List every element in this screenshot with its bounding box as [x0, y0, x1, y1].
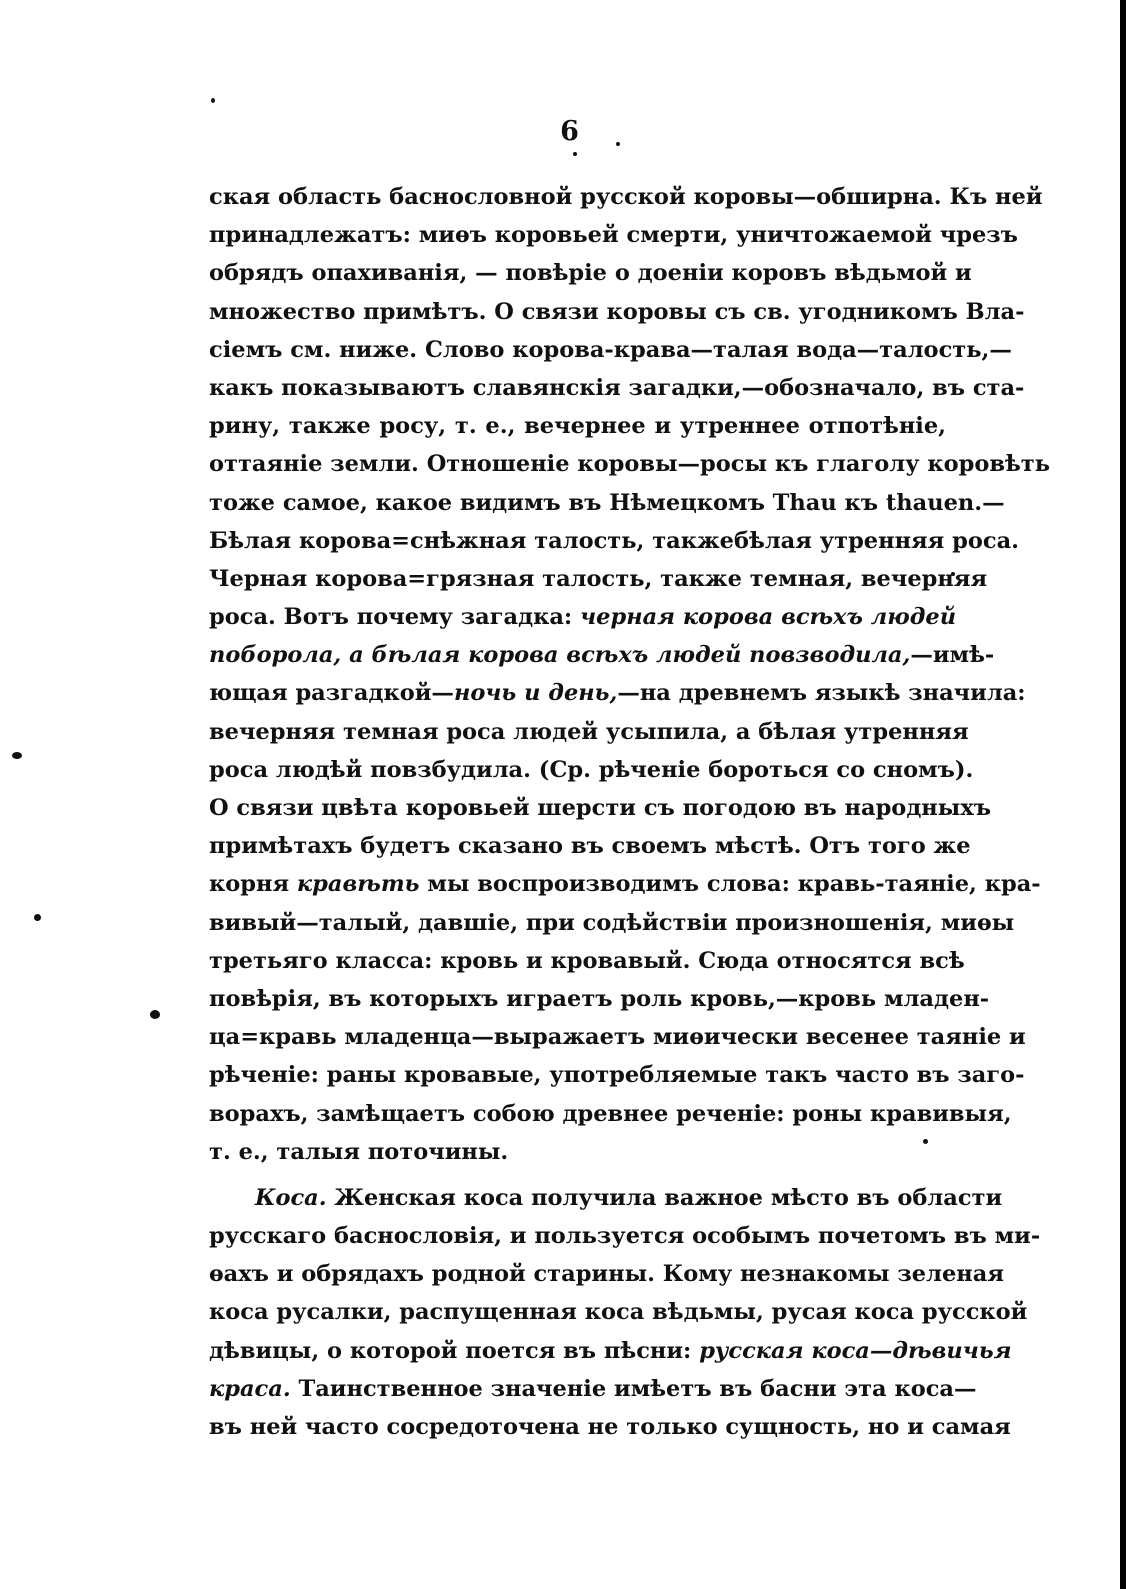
text-run: принадлежатъ: миѳъ коровьей смерти, уничтожаемой чрезъ	[209, 222, 1018, 249]
text-run: мы воспроизводимъ слова: кравь-таяніе, кра-	[419, 871, 1041, 898]
text-run: коса русалки, распущенная коса вѣдьмы, русая коса русской	[209, 1299, 1028, 1326]
text-line	[209, 713, 969, 751]
text-line	[209, 216, 1018, 254]
text-run: роса людѣй повзбудила. (Ср. рѣченіе бороться со сномъ).	[209, 756, 974, 783]
text-run: рину, также росу, т. е., вечернее и утреннее отпотѣніе,	[209, 413, 946, 440]
text-run: вечерняя темная роса людей усыпила, а бѣлая утренняя	[209, 718, 969, 745]
text-line	[209, 1370, 977, 1408]
italic-text: поборола, а бѣлая корова всѣхъ людей повзводила,	[209, 642, 911, 669]
text-run: ская область баснословной русской коровы—обширна. Къ ней	[209, 184, 1043, 210]
text-line	[209, 1332, 1012, 1370]
text-line	[209, 1217, 1041, 1255]
text-line	[209, 178, 1043, 216]
text-line	[209, 942, 965, 980]
text-line	[209, 560, 988, 598]
text-run: множество примѣтъ. О связи коровы съ св. угодникомъ Вла-	[209, 298, 1025, 325]
text-run: тоже самое, какое видимъ въ Нѣмецкомъ Thau къ thauen.—	[209, 489, 1005, 516]
page-edge-shadow	[1120, 0, 1126, 1589]
text-line	[209, 598, 957, 636]
text-line	[209, 407, 946, 445]
text-run: ца=кравь младенца—выражаетъ миѳически весенее таяніе и	[209, 1024, 1026, 1051]
ink-speck	[211, 98, 215, 103]
text-line	[209, 1179, 1003, 1217]
text-line	[209, 369, 1025, 407]
text-run: примѣтахъ будетъ сказано въ своемъ мѣстѣ. Отъ того же	[209, 833, 971, 860]
text-run: оттаяніе земли. Отношеніе коровы—росы къ глаголу коровѣть	[209, 451, 1051, 478]
text-run: рѣченіе: раны кровавые, употребляемые такъ часто въ заго-	[209, 1062, 1025, 1089]
text-line	[209, 293, 1025, 331]
italic-text: черная корова всѣхъ людей	[580, 604, 957, 631]
ink-speck	[34, 914, 41, 921]
text-run: дѣвицы, о которой поется въ пѣсни:	[209, 1337, 700, 1364]
text-run: ворахъ, замѣщаетъ собою древнее реченіе: роны кравивыя,	[209, 1100, 1012, 1127]
text-run: ющая разгадкой—	[209, 680, 454, 707]
text-run: Таинственное значеніе имѣетъ въ басни эта коса—	[290, 1375, 977, 1402]
text-run: Бѣлая корова=снѣжная талость, такжебѣлая утренняя роса.	[209, 527, 1019, 554]
paragraph-gap	[209, 1171, 946, 1179]
text-run: русскаго баснословія, и пользуется особымъ почетомъ въ ми-	[209, 1223, 1041, 1250]
text-line	[209, 1018, 1026, 1056]
text-line	[209, 980, 990, 1018]
text-line	[209, 1095, 1012, 1133]
text-line	[209, 1293, 1028, 1331]
text-run: —на древнемъ языкѣ значила:	[617, 680, 1026, 707]
text-run: сіемъ см. ниже. Слово корова-крава—талая вода—талость,—	[209, 336, 1012, 363]
text-run: въ ней часто сосредоточена не только сущность, но и самая	[209, 1414, 1011, 1440]
text-line	[209, 1133, 946, 1171]
text-run: роса. Вотъ почему загадка:	[209, 604, 581, 631]
text-line	[209, 331, 1012, 369]
text-run: Женская коса получила важное мѣсто въ области	[326, 1184, 1003, 1211]
text-line	[209, 1408, 1011, 1446]
text-run: О связи цвѣта коровьей шерсти съ погодою въ народныхъ	[209, 795, 992, 821]
italic-text: Коса.	[255, 1184, 327, 1211]
text-line	[209, 865, 1041, 903]
text-line	[209, 445, 1051, 483]
text-run: корня	[209, 871, 297, 898]
paragraph	[209, 1179, 1041, 1446]
text-line	[209, 789, 992, 827]
text-line	[209, 674, 1026, 712]
text-run: ѳахъ и обрядахъ родной старины. Кому незнакомы зеленая	[209, 1261, 1004, 1288]
text-run: вивый—талый, давшіе, при содѣйствіи произношенія, миѳы	[209, 909, 1015, 936]
body-text	[209, 178, 1051, 1446]
text-line	[209, 636, 995, 674]
text-line	[209, 254, 972, 292]
ink-speck	[150, 1010, 160, 1019]
text-line	[209, 522, 1019, 560]
text-run: обрядъ опахиванія, — повѣріе о доеніи коровъ вѣдьмой и	[209, 260, 972, 287]
text-line	[209, 484, 1005, 522]
text-run: —имѣ-	[910, 642, 995, 669]
italic-text: краса.	[209, 1375, 291, 1402]
text-run: повѣрія, въ которыхъ играетъ роль кровь,—кровь младен-	[209, 985, 990, 1012]
ink-speck	[12, 752, 22, 759]
text-run: третьяго класса: кровь и кровавый. Сюда относятся всѣ	[209, 947, 965, 974]
page-number: 6	[560, 116, 580, 147]
text-line	[209, 1255, 1004, 1293]
italic-text: ночь и день,	[453, 680, 618, 707]
italic-text: русская коса—дѣвичья	[699, 1337, 1012, 1364]
text-run: Черная корова=грязная талость, также темная, вечерняя	[209, 565, 988, 592]
text-run: т. е., талыя поточины.	[209, 1138, 509, 1165]
text-line	[209, 904, 1015, 942]
text-line	[209, 1056, 1025, 1094]
ink-speck	[573, 152, 577, 156]
text-line	[209, 751, 974, 789]
text-run: какъ показываютъ славянскія загадки,—обозначало, въ ста-	[209, 374, 1025, 401]
italic-text: кравѣть	[296, 871, 420, 898]
text-line	[209, 827, 971, 865]
paragraph	[209, 178, 1051, 1171]
